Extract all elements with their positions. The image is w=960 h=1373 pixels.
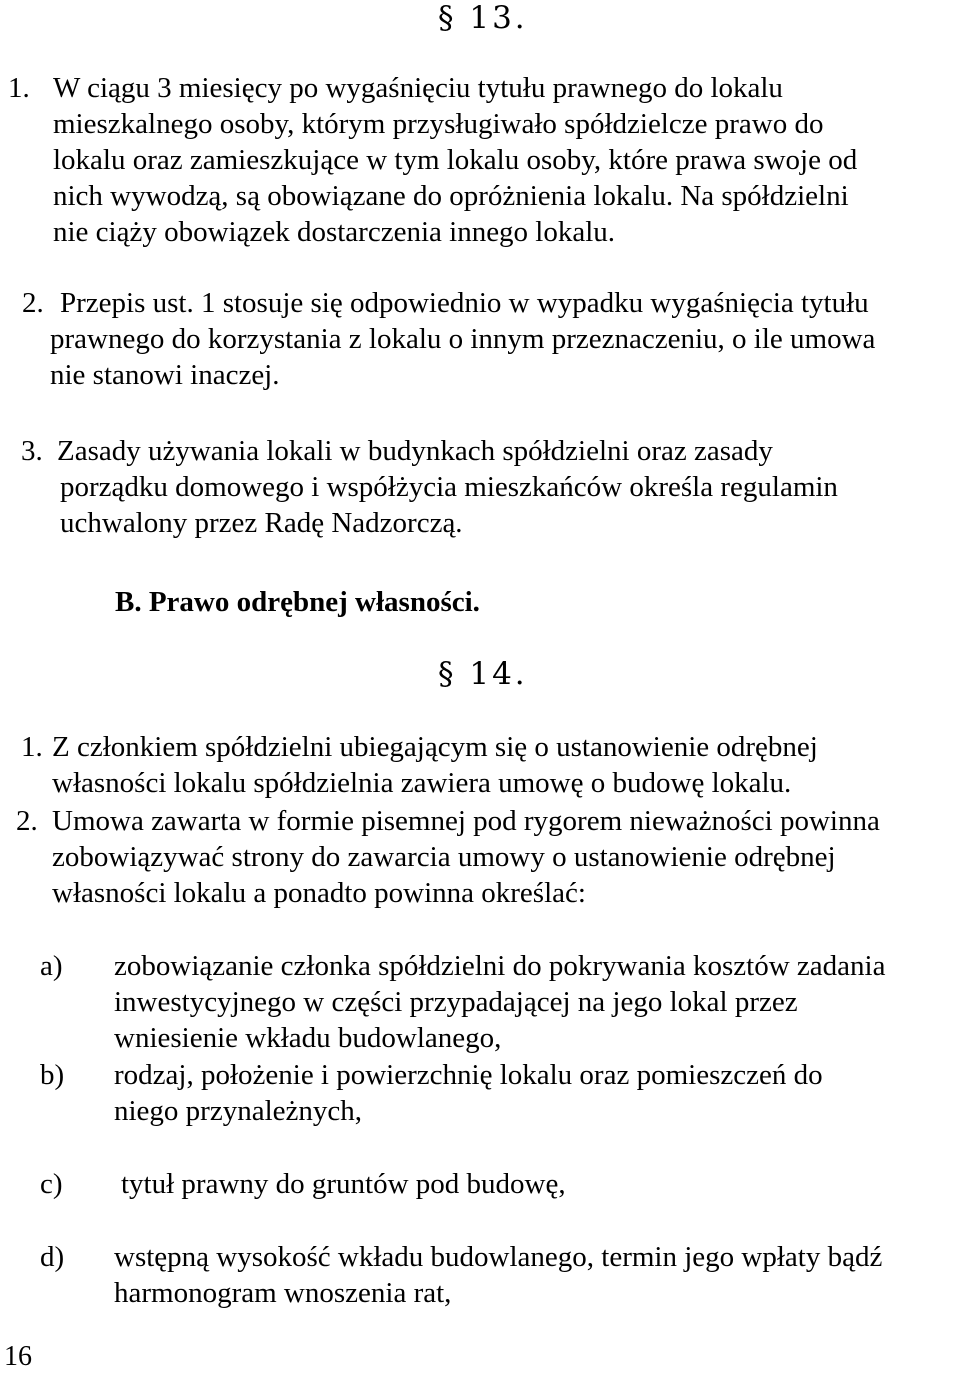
list-item-line: inwestycyjnego w części przypadającej na jego lokal przez (114, 986, 798, 1018)
list-item-line: zobowiązanie członka spółdzielni do pokrywania kosztów zadania (114, 950, 886, 982)
sec14-p1-number: 1. (21, 731, 43, 763)
sec13-p3-line: porządku domowego i współżycia mieszkańców określa regulamin (60, 471, 838, 503)
sec13-p1-number: 1. (8, 72, 30, 104)
sec13-p2-line: prawnego do korzystania z lokalu o innym przeznaczeniu, o ile umowa (50, 323, 876, 355)
list-item-label: a) (40, 950, 63, 982)
sec14-p1-line: własności lokalu spółdzielnia zawiera umowę o budowę lokalu. (52, 767, 792, 799)
subsection-heading: B. Prawo odrębnej własności. (115, 586, 480, 618)
sec14-p2-line: Umowa zawarta w formie pisemnej pod rygorem nieważności powinna (52, 805, 880, 837)
sec13-p1-line: lokalu oraz zamieszkujące w tym lokalu osoby, które prawa swoje od (53, 144, 858, 176)
sec13-p3-line: uchwalony przez Radę Nadzorczą. (60, 507, 463, 539)
sec13-p2-line: nie stanowi inaczej. (50, 359, 280, 391)
sec13-p2-line: Przepis ust. 1 stosuje się odpowiednio w wypadku wygaśnięcia tytułu (60, 287, 869, 319)
list-item-label: c) (40, 1168, 63, 1200)
sec13-p3-number: 3. (21, 435, 43, 467)
sec14-p2-line: zobowiązywać strony do zawarcia umowy o ustanowienie odrębnej (52, 841, 836, 873)
sec13-p1-line: W ciągu 3 miesięcy po wygaśnięciu tytułu prawnego do lokalu (53, 72, 783, 104)
list-item-line: rodzaj, położenie i powierzchnię lokalu oraz pomieszczeń do (114, 1059, 823, 1091)
section-14-heading: § 14. (438, 656, 528, 692)
list-item-line: wstępną wysokość wkładu budowlanego, termin jego wpłaty bądź (114, 1241, 883, 1273)
page-number: 16 (4, 1341, 32, 1372)
list-item-line: wniesienie wkładu budowlanego, (114, 1022, 502, 1054)
list-item-label: d) (40, 1241, 65, 1273)
sec14-p2-line: własności lokalu a ponadto powinna określać: (52, 877, 586, 909)
sec13-p3-line: Zasady używania lokali w budynkach spółdzielni oraz zasady (57, 435, 773, 467)
sec13-p1-line: nich wywodzą, są obowiązane do opróżnienia lokalu. Na spółdzielni (53, 180, 849, 212)
list-item-label: b) (40, 1059, 65, 1091)
sec13-p1-line: nie ciąży obowiązek dostarczenia innego lokalu. (53, 216, 616, 248)
section-13-heading: § 13. (438, 0, 528, 36)
sec13-p2-number: 2. (22, 287, 44, 319)
sec14-p1-line: Z członkiem spółdzielni ubiegającym się o ustanowienie odrębnej (52, 731, 818, 763)
list-item-line: niego przynależnych, (114, 1095, 363, 1127)
sec13-p1-line: mieszkalnego osoby, którym przysługiwało spółdzielcze prawo do (53, 108, 824, 140)
sec14-p2-number: 2. (16, 805, 38, 837)
list-item-line: tytuł prawny do gruntów pod budowę, (121, 1168, 566, 1200)
list-item-line: harmonogram wnoszenia rat, (114, 1277, 452, 1309)
